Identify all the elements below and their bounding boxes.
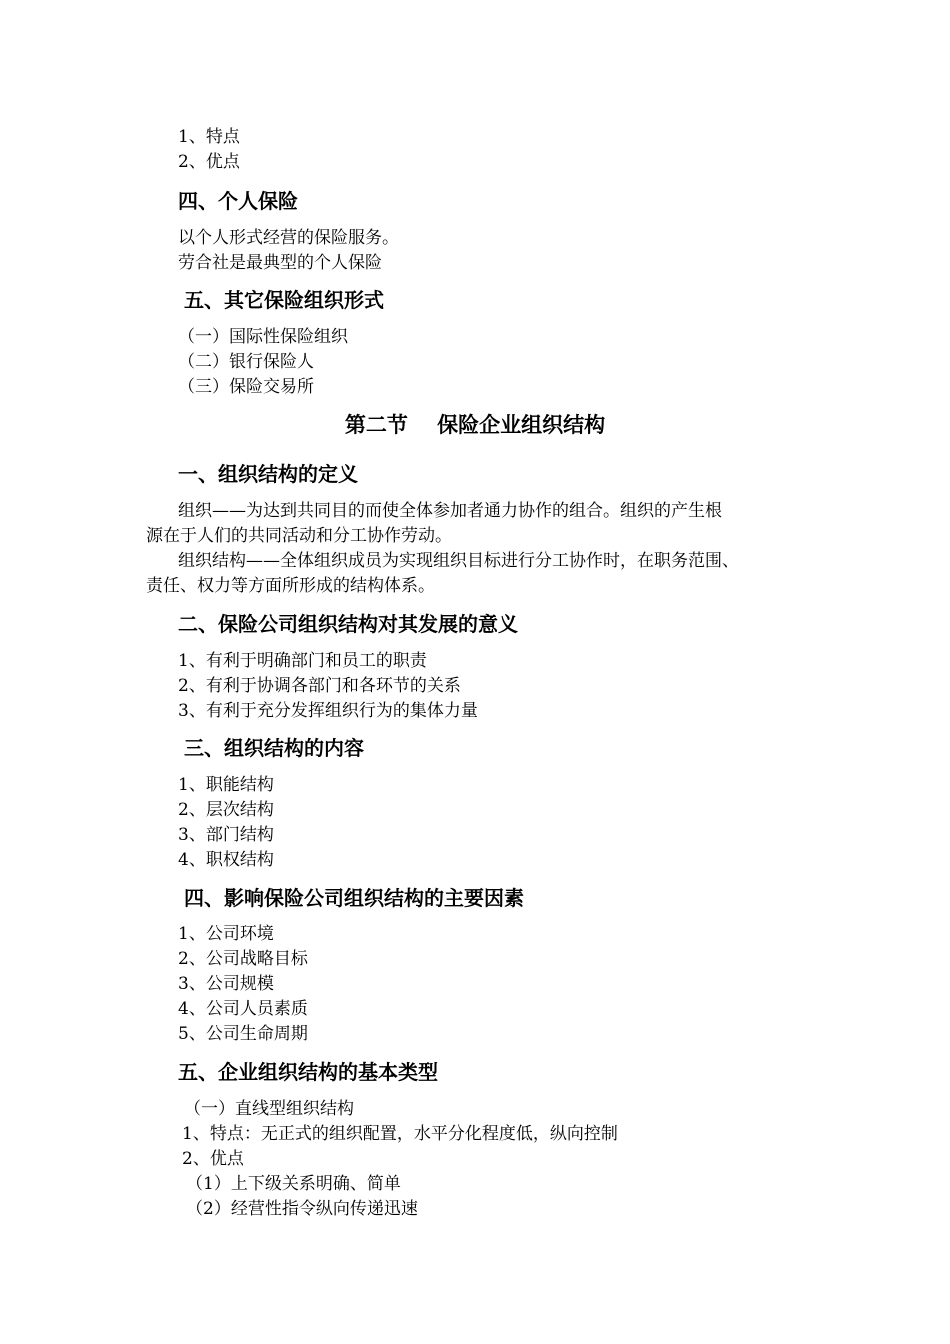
list-item: 1、特点：无正式的组织配置，水平分化程度低，纵向控制 — [182, 1124, 618, 1144]
heading-definition: 一、组织结构的定义 — [178, 462, 358, 486]
list-item: 3、部门结构 — [178, 825, 274, 845]
section-title: 第二节 保险企业组织结构 — [344, 413, 606, 437]
list-item: （2）经营性指令纵向传递迅速 — [186, 1199, 418, 1219]
list-item: 3、有利于充分发挥组织行为的集体力量 — [178, 701, 478, 721]
heading-personal-insurance: 四、个人保险 — [178, 189, 298, 213]
heading-basic-types: 五、企业组织结构的基本类型 — [178, 1060, 438, 1084]
list-item: 1、特点 — [178, 127, 240, 147]
heading-significance: 二、保险公司组织结构对其发展的意义 — [178, 612, 518, 636]
heading-other-forms: 五、其它保险组织形式 — [184, 288, 384, 312]
list-item: 1、职能结构 — [178, 775, 274, 795]
paragraph-line: 源在于人们的共同活动和分工协作劳动。 — [146, 526, 452, 546]
subsection-label: （一）直线型组织结构 — [184, 1099, 354, 1119]
list-item: 1、公司环境 — [178, 924, 274, 944]
list-item: 4、公司人员素质 — [178, 999, 308, 1019]
list-item: （三）保险交易所 — [178, 377, 314, 397]
list-item: 2、有利于协调各部门和各环节的关系 — [178, 676, 461, 696]
paragraph-line: 组织——为达到共同目的而使全体参加者通力协作的组合。组织的产生根 — [178, 501, 722, 521]
paragraph-line: 责任、权力等方面所形成的结构体系。 — [146, 576, 435, 596]
list-item: 2、公司战略目标 — [178, 949, 308, 969]
list-item: 5、公司生命周期 — [178, 1024, 308, 1044]
list-item: 2、层次结构 — [178, 800, 274, 820]
list-item: 2、优点 — [178, 152, 240, 172]
list-item: 4、职权结构 — [178, 850, 274, 870]
list-item: 2、优点 — [182, 1149, 244, 1169]
paragraph-line: 以个人形式经营的保险服务。 — [178, 228, 399, 248]
paragraph-line: 劳合社是最典型的个人保险 — [178, 253, 382, 273]
list-item: 1、有利于明确部门和员工的职责 — [178, 651, 427, 671]
list-item: （一）国际性保险组织 — [178, 327, 348, 347]
list-item: （二）银行保险人 — [178, 352, 314, 372]
heading-factors: 四、影响保险公司组织结构的主要因素 — [184, 886, 524, 910]
paragraph-line: 组织结构——全体组织成员为实现组织目标进行分工协作时，在职务范围、 — [178, 551, 739, 571]
heading-content: 三、组织结构的内容 — [184, 736, 364, 760]
list-item: 3、公司规模 — [178, 974, 274, 994]
list-item: （1）上下级关系明确、简单 — [186, 1174, 401, 1194]
